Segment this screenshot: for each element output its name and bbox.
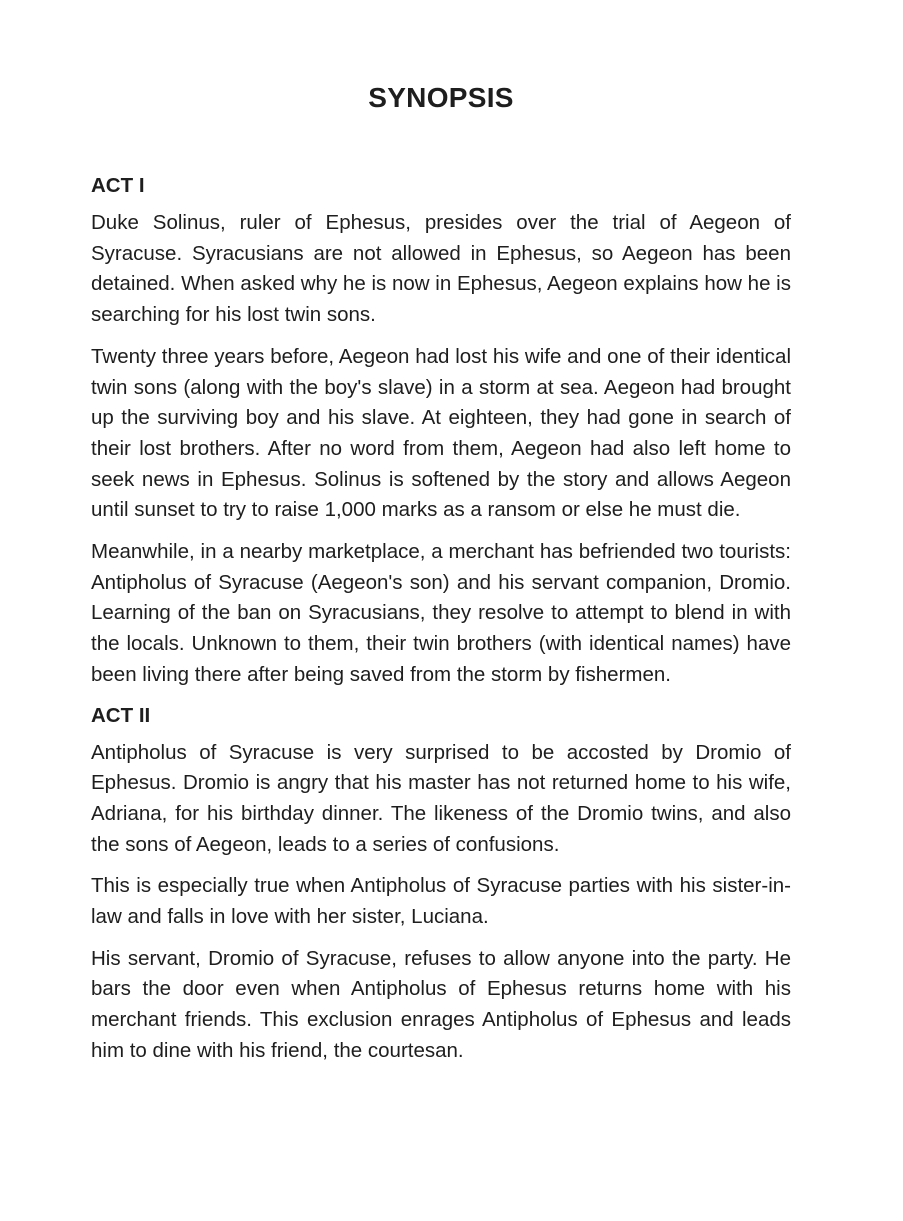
paragraph: Antipholus of Syracuse is very surprised to be accosted by Dromio of Ephesus. Dromio is angry that his master has not returned home to his wife, Adriana, for his birthday dinner. The likeness of the Dromio twins, and also the sons of Aegeon, leads to a series of confusions. <box>91 740 791 856</box>
page-title: SYNOPSIS <box>368 82 514 113</box>
section-heading-act-2: ACT II <box>91 703 151 727</box>
synopsis-content <box>91 172 791 1078</box>
section-act-1 <box>91 172 791 691</box>
paragraph: Meanwhile, in a nearby marketplace, a merchant has befriended two tourists: Antipholus of Syracuse (Aegeon's son) and his servant companion, Dromio. Learning of the ban on Syracusians, they resolve to attempt to blend in with the locals. Unknown to them, their twin brothers (with identical names) have been living there after being saved from the storm by fishermen. <box>91 540 791 686</box>
paragraph: Twenty three years before, Aegeon had lost his wife and one of their identical twin sons (along with the boy's slave) in a storm at sea. Aegeon had brought up the surviving boy and his slave. At eighteen, they had gone in search of their lost brothers. After no word from them, Aegeon had also left home to seek news in Ephesus. Solinus is softened by the story and allows Aegeon until sunset to try to raise 1,000 marks as a ransom or else he must die. <box>91 344 791 522</box>
paragraph: His servant, Dromio of Syracuse, refuses to allow anyone into the party. He bars the door even when Antipholus of Ephesus returns home with his merchant friends. This exclusion enrages Antipholus of Ephesus and leads him to dine with his friend, the courtesan. <box>91 946 791 1062</box>
section-heading-act-1: ACT I <box>91 174 145 197</box>
section-act-2 <box>91 702 791 1067</box>
paragraph: Duke Solinus, ruler of Ephesus, presides over the trial of Aegeon of Syracuse. Syracusians are not allowed in Ephesus, so Aegeon has been detained. When asked why he is now in Ephesus, Aegeon explains how he is searching for his lost twin sons. <box>91 211 791 327</box>
paragraph: This is especially true when Antipholus of Syracuse parties with his sister-in-law and falls in love with her sister, Luciana. <box>91 874 791 929</box>
